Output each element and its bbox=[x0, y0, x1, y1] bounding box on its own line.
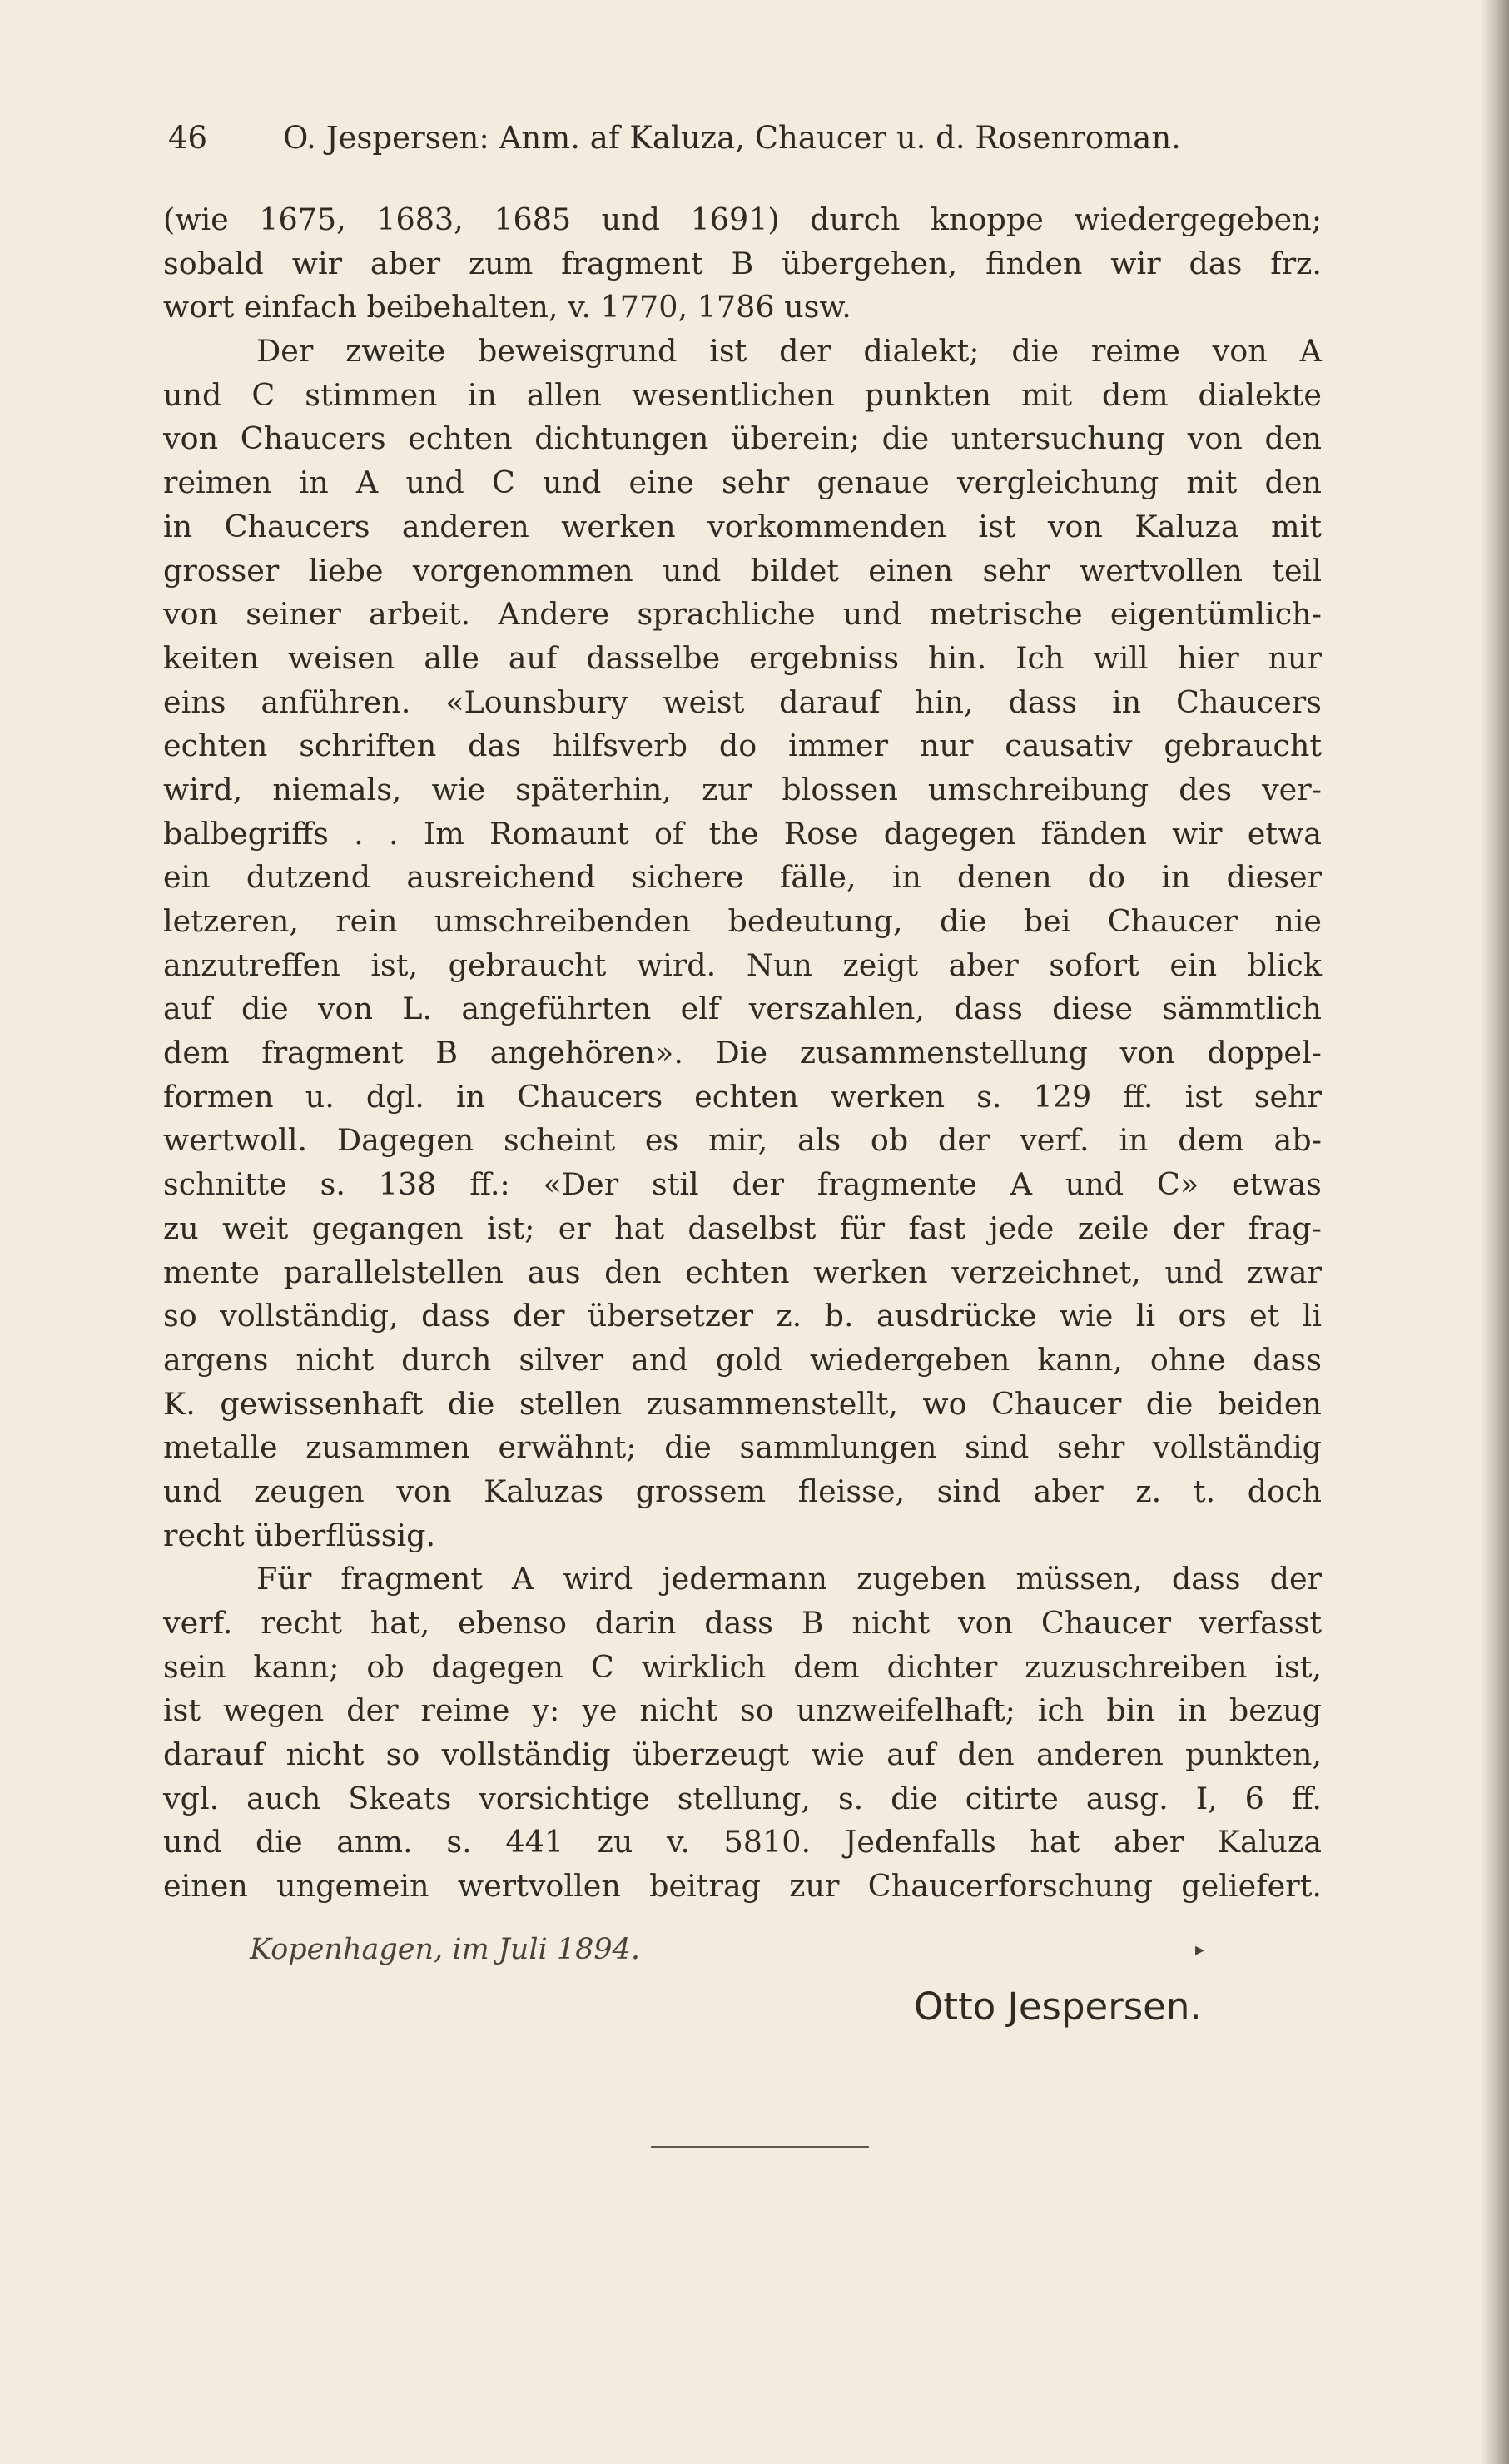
running-title: O. Jespersen: Anm. af Kaluza, Chaucer u. d. Rosenroman. bbox=[283, 120, 1181, 156]
page-header bbox=[168, 113, 1300, 163]
text-line: so vollständig, dass der übersetzer z. b. ausdrücke wie li ors et li bbox=[163, 1298, 1322, 1334]
text-line: zu weit gegangen ist; er hat daselbst für fast jede zeile der frag- bbox=[163, 1210, 1322, 1246]
closing-rule bbox=[651, 2146, 869, 2148]
text-line: vgl. auch Skeats vorsichtige stellung, s. die citirte ausg. I, 6 ff. bbox=[163, 1780, 1322, 1816]
text-line: argens nicht durch silver and gold wiedergeben kann, ohne dass bbox=[163, 1341, 1322, 1378]
text-line: auf die von L. angeführten elf verszahlen, dass diese sämmtlich bbox=[163, 991, 1322, 1027]
text-line: und C stimmen in allen wesentlichen punkten mit dem dialekte bbox=[163, 376, 1322, 413]
text-line: von Chaucers echten dichtungen überein; die untersuchung von den bbox=[163, 420, 1322, 457]
text-line: und zeugen von Kaluzas grossem fleisse, sind aber z. t. doch bbox=[163, 1473, 1322, 1509]
text-line: darauf nicht so vollständig überzeugt wie auf den anderen punkten, bbox=[163, 1736, 1322, 1773]
text-line: wird, niemals, wie späterhin, zur blossen umschreibung des ver- bbox=[163, 771, 1322, 807]
text-line: sein kann; ob dagegen C wirklich dem dichter zuzuschreiben ist, bbox=[163, 1648, 1322, 1685]
text-line: sobald wir aber zum fragment B übergehen, finden wir das frz. bbox=[163, 245, 1322, 281]
text-line: anzutreffen ist, gebraucht wird. Nun zeigt aber sofort ein blick bbox=[163, 946, 1322, 983]
page-number: 46 bbox=[168, 120, 208, 156]
page-edge-shadow bbox=[1481, 0, 1509, 2464]
author-signature: Otto Jespersen. bbox=[914, 1985, 1202, 2029]
place-date: Kopenhagen, im Juli 1894. bbox=[250, 1933, 641, 1966]
text-line: wort einfach beibehalten, v. 1770, 1786 usw. bbox=[163, 289, 851, 325]
text-line: eins anführen. «Lounsbury weist darauf hin, dass in Chaucers bbox=[163, 683, 1322, 720]
text-line: einen ungemein wertvollen beitrag zur Chaucerforschung geliefert. bbox=[163, 1868, 1322, 1905]
text-line: grosser liebe vorgenommen und bildet einen sehr wertvollen teil bbox=[163, 552, 1322, 589]
body-text bbox=[163, 198, 1322, 1909]
text-line: von seiner arbeit. Andere sprachliche und metrische eigentümlich- bbox=[163, 596, 1322, 633]
text-line: letzeren, rein umschreibenden bedeutung, die bei Chaucer nie bbox=[163, 903, 1322, 939]
text-line: keiten weisen alle auf dasselbe ergebniss hin. Ich will hier nur bbox=[163, 639, 1322, 676]
text-line: ein dutzend ausreichend sichere fälle, in denen do in dieser bbox=[163, 859, 1322, 896]
text-line: (wie 1675, 1683, 1685 und 1691) durch knoppe wiedergegeben; bbox=[163, 201, 1322, 237]
text-line: wertwoll. Dagegen scheint es mir, als ob der verf. in dem ab- bbox=[163, 1122, 1322, 1159]
text-line: reimen in A und C und eine sehr genaue vergleichung mit den bbox=[163, 464, 1322, 501]
text-line: dem fragment B angehören». Die zusammenstellung von doppel- bbox=[163, 1035, 1322, 1071]
text-line: K. gewissenhaft die stellen zusammenstellt, wo Chaucer die beiden bbox=[163, 1385, 1322, 1422]
text-line: formen u. dgl. in Chaucers echten werken s. 129 ff. ist sehr bbox=[163, 1078, 1322, 1115]
text-line: Der zweite beweisgrund ist der dialekt; die reime von A bbox=[256, 333, 1322, 370]
text-line: balbegriffs . . Im Romaunt of the Rose dagegen fänden wir etwa bbox=[163, 815, 1322, 852]
text-line: recht überflüssig. bbox=[163, 1517, 436, 1553]
text-line: und die anm. s. 441 zu v. 5810. Jedenfalls hat aber Kaluza bbox=[163, 1824, 1322, 1860]
text-line: verf. recht hat, ebenso darin dass B nicht von Chaucer verfasst bbox=[163, 1605, 1322, 1641]
text-line: ist wegen der reime y: ye nicht so unzweifelhaft; ich bin in bezug bbox=[163, 1692, 1322, 1729]
text-line: metalle zusammen erwähnt; die sammlungen sind sehr vollständig bbox=[163, 1429, 1322, 1466]
text-line: Für fragment A wird jedermann zugeben müssen, dass der bbox=[256, 1561, 1322, 1597]
text-line: echten schriften das hilfsverb do immer nur causativ gebraucht bbox=[163, 728, 1322, 764]
text-line: mente parallelstellen aus den echten werken verzeichnet, und zwar bbox=[163, 1254, 1322, 1290]
printer-mark-icon: ▸ bbox=[1195, 1940, 1205, 1960]
text-line: schnitte s. 138 ff.: «Der stil der fragmente A und C» etwas bbox=[163, 1166, 1322, 1203]
text-line: in Chaucers anderen werken vorkommenden ist von Kaluza mit bbox=[163, 508, 1322, 544]
